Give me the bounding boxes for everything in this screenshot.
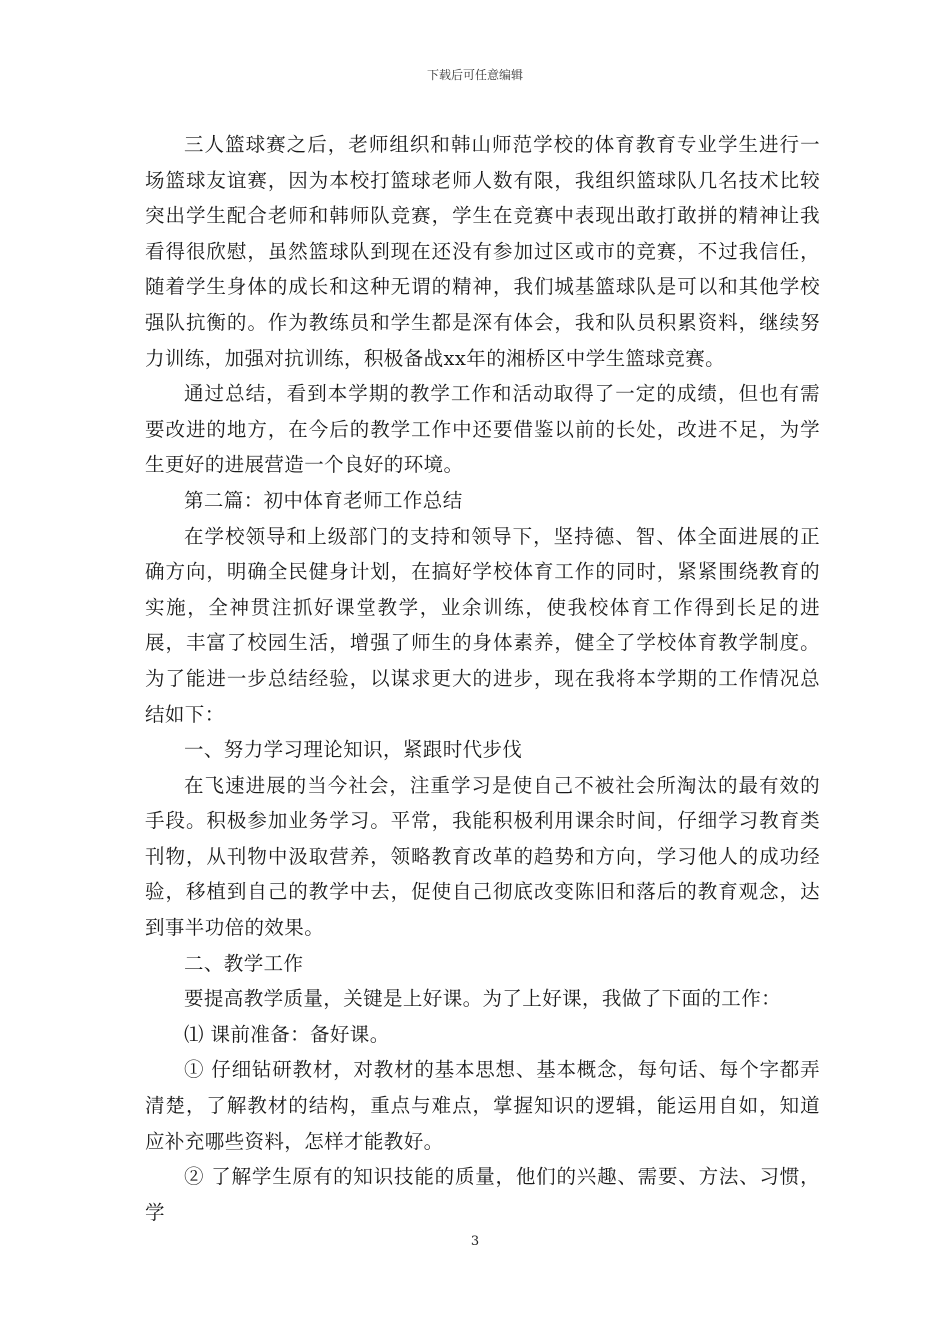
paragraph-teaching-quality: 要提高教学质量，关键是上好课。为了上好课，我做了下面的工作： [184,987,782,1011]
section-heading-teaching-work: 二、教学工作 [184,951,304,975]
page-header: 下载后可任意编辑 [426,68,523,82]
page-number: 3 [470,1234,480,1249]
paragraph-study: 在飞速进展的当今社会，注重学习是使自己不被社会所淘汰的最有效的手段。积极参加业务学习。平常，我能积极利用课余时间，仔细学习教育类刊物，从刊物中汲取营养，领略教育改革的趋势和方向，学习他人的成功经验，移植到自己的教学中去，促使自己彻底改变陈旧和落后的教育观念，达到事半功倍的效果。 [145,773,820,940]
paragraph-introduction: 在学校领导和上级部门的支持和领导下，坚持德、智、体全面进展的正确方向，明确全民健身计划，在搞好学校体育工作的同时，紧紧围绕教育的实施，全神贯注抓好课堂教学，业余训练，使我校体育工作得到长足的进展，丰富了校园生活，增强了师生的身体素养，健全了学校体育教学制度。为了能进一步总结经验，以谋求更大的进步，现在我将本学期的工作情况总结如下： [145,524,820,726]
list-item-study-materials: ① 仔细钻研教材，对教材的基本思想、基本概念，每句话、每个字都弄清楚，了解教材的结构，重点与难点，掌握知识的逻辑，能运用自如，知道应补充哪些资料，怎样才能教好。 [145,1058,820,1153]
list-item-understand-students: ② 了解学生原有的知识技能的质量，他们的兴趣、需要、方法、习惯，学 [145,1165,820,1224]
document-body [145,127,820,1230]
section-heading-study-theory: 一、努力学习理论知识，紧跟时代步伐 [184,738,523,762]
list-item-lesson-prep: ⑴ 课前准备：备好课。 [184,1022,390,1046]
paragraph-basketball-friendly-match: 三人篮球赛之后，老师组织和韩山师范学校的体育教育专业学生进行一场篮球友谊赛，因为本校打篮球老师人数有限，我组织篮球队几名技术比较突出学生配合老师和韩师队竞赛，学生在竞赛中表现出敢打敢拼的精神让我看得很欣慰，虽然篮球队到现在还没有参加过区或市的竞赛，不过我信任，随着学生身体的成长和这种无谓的精神，我们城基篮球队是可以和其他学校强队抗衡的。作为教练员和学生都是深有体会，我和队员积累资料，继续努力训练，加强对抗训练，积极备战xx年的湘桥区中学生篮球竞赛。 [145,133,820,370]
section-heading-part-two: 第二篇：初中体育老师工作总结 [184,488,463,512]
paragraph-summary: 通过总结，看到本学期的教学工作和活动取得了一定的成绩，但也有需要改进的地方，在今后的教学工作中还要借鉴以前的长处，改进不足，为学生更好的进展营造一个良好的环境。 [145,382,820,477]
